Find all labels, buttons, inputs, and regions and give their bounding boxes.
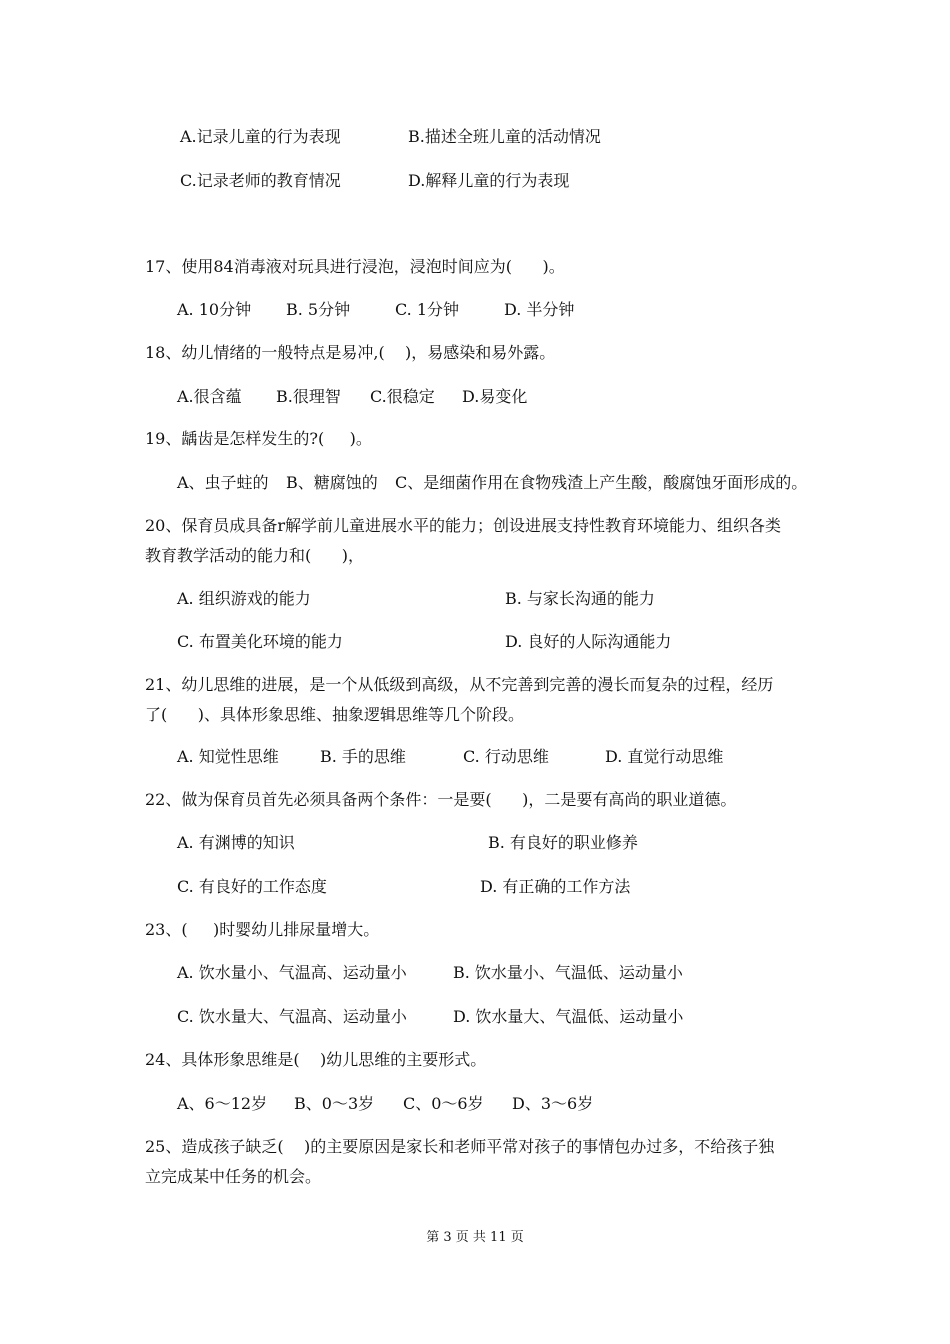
q23-option-d: D. 饮水量大、气温低、运动量小 [453,1007,684,1026]
q20-option-b: B. 与家长沟通的能力 [505,589,655,608]
q21-option-b: B. 手的思维 [320,747,406,766]
q21-stem-line-1: 21、幼儿思维的进展，是一个从低级到高级，从不完善到完善的漫长而复杂的过程，经历 [145,675,774,694]
q17-option-b: B. 5分钟 [286,300,351,319]
q19-option-b: B、糖腐蚀的 [286,473,378,492]
q20-stem-line-1: 20、保育员成具备r解学前儿童进展水平的能力；创设进展支持性教育环境能力、组织各类 [145,516,782,535]
q22-option-d: D. 有正确的工作方法 [480,877,631,896]
q21-option-a: A. 知觉性思维 [177,747,279,766]
q20-stem-line-2: 教育教学活动的能力和( )， [145,546,365,565]
q25-stem-line-1: 25、造成孩子缺乏( )的主要原因是家长和老师平常对孩子的事情包办过多，不给孩子独 [145,1137,775,1156]
q25-stem-line-2: 立完成某中任务的机会。 [145,1167,322,1186]
q18-option-c: C.很稳定 [370,387,435,406]
q17-option-d: D. 半分钟 [504,300,575,319]
q24-option-d: D、3～6岁 [512,1094,594,1113]
q23-stem: 23、( )时婴幼儿排尿量增大。 [145,920,380,939]
q22-option-a: A. 有渊博的知识 [177,833,295,852]
q16-option-c: C.记录老师的教育情况 [180,171,341,190]
q24-stem: 24、具体形象思维是( )幼儿思维的主要形式。 [145,1050,487,1069]
q22-option-b: B. 有良好的职业修养 [488,833,638,852]
q17-option-a: A. 10分钟 [177,300,252,319]
q24-option-c: C、0～6岁 [403,1094,484,1113]
q19-stem: 19、龋齿是怎样发生的?( )。 [145,429,372,448]
q21-stem-line-2: 了( )、具体形象思维、抽象逻辑思维等几个阶段。 [145,705,525,724]
q18-option-d: D.易变化 [462,387,528,406]
q23-option-c: C. 饮水量大、气温高、运动量小 [177,1007,407,1026]
q16-option-d: D.解释儿童的行为表现 [408,171,570,190]
q18-stem: 18、幼儿情绪的一般特点是易冲,( )，易感染和易外露。 [145,343,556,362]
q20-option-d: D. 良好的人际沟通能力 [505,632,672,651]
q18-option-b: B.很理智 [276,387,341,406]
q17-option-c: C. 1分钟 [395,300,460,319]
q24-option-a: A、6～12岁 [177,1094,268,1113]
q22-option-c: C. 有良好的工作态度 [177,877,327,896]
q19-option-a: A、虫子蛀的 [177,473,269,492]
q23-option-b: B. 饮水量小、气温低、运动量小 [453,963,683,982]
q21-option-d: D. 直觉行动思维 [605,747,724,766]
q22-stem: 22、做为保育员首先必须具备两个条件：一是要( )，二是要有高尚的职业道德。 [145,790,737,809]
q16-option-a: A.记录儿童的行为表现 [180,127,341,146]
q20-option-a: A. 组织游戏的能力 [177,589,311,608]
q17-stem: 17、使用84消毒液对玩具进行浸泡，浸泡时间应为( )。 [145,257,565,276]
q16-option-b: B.描述全班儿童的活动情况 [408,127,601,146]
q18-option-a: A.很含蕴 [177,387,242,406]
q20-option-c: C. 布置美化环境的能力 [177,632,343,651]
q19-option-c: C、是细菌作用在食物残渣上产生酸，酸腐蚀牙面形成的。 [395,473,808,492]
q23-option-a: A. 饮水量小、气温高、运动量小 [177,963,407,982]
page-footer: 第 3 页 共 11 页 [426,1230,524,1245]
q24-option-b: B、0～3岁 [294,1094,375,1113]
q21-option-c: C. 行动思维 [463,747,549,766]
